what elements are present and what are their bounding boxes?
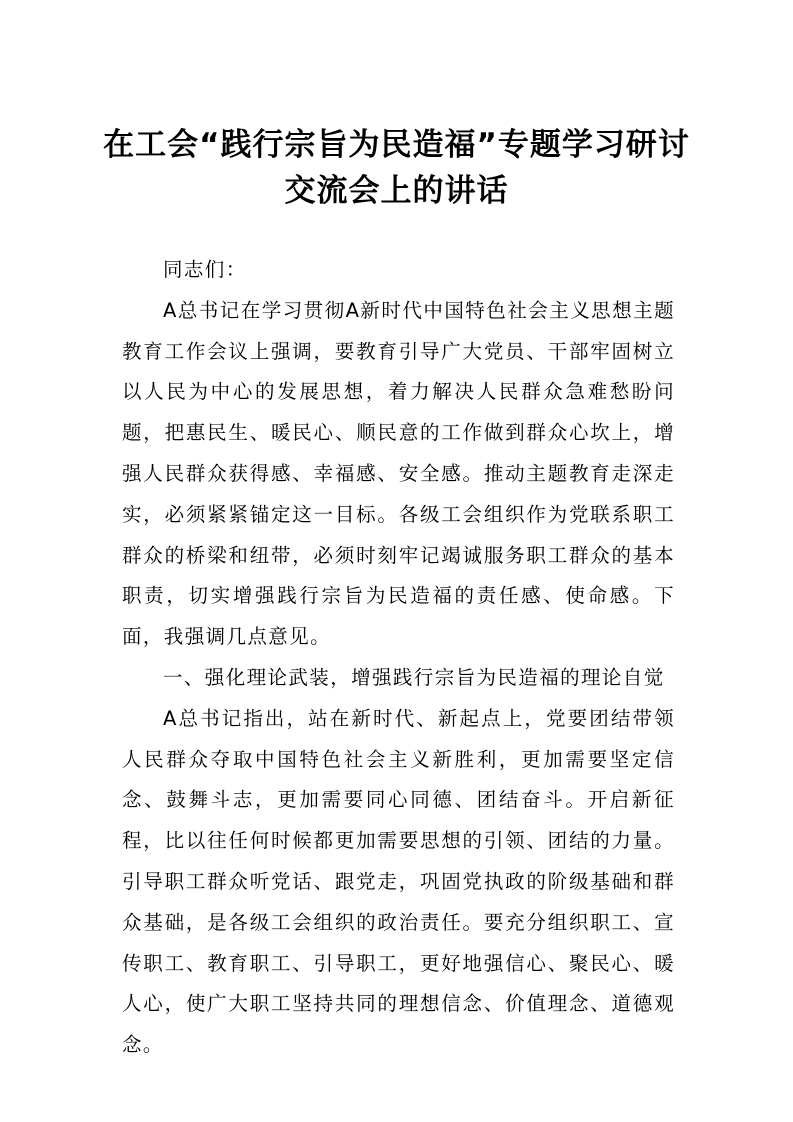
document-title-line-1: 在工会“践行宗旨为民造福”专题学习研讨 xyxy=(103,127,690,163)
salutation: 同志们： xyxy=(163,258,247,281)
document-body xyxy=(122,250,675,1066)
body-paragraph-2: A总书记指出，站在新时代、新起点上，党要团结带领人民群众夺取中国特色社会主义新胜利，更加需要坚定信念、鼓舞斗志，更加需要同心同德、团结奋斗。开启新征程，比以往任何时候都更加需要思想的引领、团结的力量。引导职工群众听党话、跟党走，巩固党执政的阶级基础和群众基础，是各级工会组织的政治责任。要充分组织职工、宣传职工、教育职工、引导职工，更好地强信心、聚民心、暖人心，使广大职工坚持共同的理想信念、价值理念、道德观念。 xyxy=(122,706,675,1057)
document-title-line-2: 交流会上的讲话 xyxy=(284,173,509,209)
section-heading-1: 一、强化理论武装，增强践行宗旨为民造福的理论自觉 xyxy=(163,665,665,689)
body-paragraph-1: A总书记在学习贯彻A新时代中国特色社会主义思想主题教育工作会议上强调，要教育引导广大党员、干部牢固树立以人民为中心的发展思想，着力解决人民群众急难愁盼问题，把惠民生、暖民心、顺民意的工作做到群众心坎上，增强人民群众获得感、幸福感、安全感。推动主题教育走深走实，必须紧紧锚定这一目标。各级工会组织作为党联系职工群众的桥梁和纽带，必须时刻牢记竭诚服务职工群众的基本职责，切实增强践行宗旨为民造福的责任感、使命感。下面，我强调几点意见。 xyxy=(122,298,675,649)
